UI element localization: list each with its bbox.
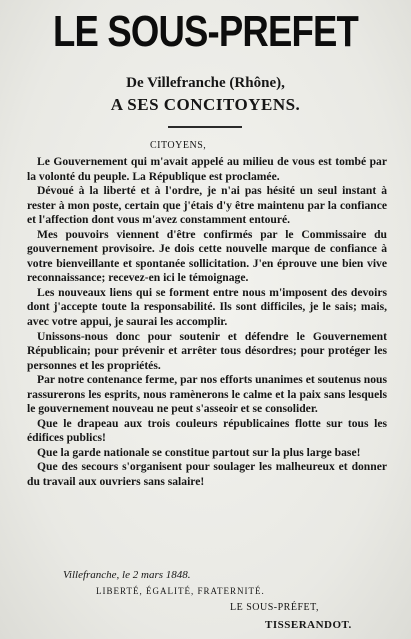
dateline: Villefranche, le 2 mars 1848. bbox=[63, 569, 191, 581]
proclamation-body bbox=[27, 155, 387, 490]
paragraph: Le Gouvernement qui m'avait appelé au milieu de vous est tombé par la volonté du peuple. La République est proclamée. bbox=[27, 155, 387, 183]
signature-name: TISSERANDOT. bbox=[265, 619, 352, 631]
poster-title: LE SOUS-PREFET bbox=[53, 7, 358, 56]
paragraph: Unissons-nous donc pour soutenir et défendre le Gouvernement Républicain; pour prévenir et arrêter tous désordres; pour protéger les personnes et les propriétés. bbox=[27, 329, 387, 372]
salutation: CITOYENS, bbox=[150, 140, 207, 151]
paragraph: Mes pouvoirs viennent d'être confirmés par le Commissaire du gouvernement provisoire. Je dois cette nouvelle marque de confiance à votre bienveillante et spontanée sollicitation. J'en éprouve une bien vive reconnaissance; recevez-en ici le témoignage. bbox=[27, 227, 387, 285]
poster-subtitle: De Villefranche (Rhône), bbox=[126, 75, 285, 91]
republic-motto: LIBERTÉ, ÉGALITÉ, FRATERNITÉ. bbox=[96, 586, 265, 596]
paragraph: Les nouveaux liens qui se forment entre nous m'imposent des devoirs dont j'accepte toute la responsabilité. Ils sont difficiles, je le sais; mais, avec votre appui, je saurai les accomplir. bbox=[27, 285, 387, 329]
paragraph: Que des secours s'organisent pour soulager les malheureux et donner du travail aux ouvriers sans salaire! bbox=[27, 460, 387, 489]
paragraph: Dévoué à la liberté et à l'ordre, je n'ai pas hésité un seul instant à rester à mon poste, certain que j'étais d'y être maintenu par la confiance et l'affection dont vous m'avez constamment entouré. bbox=[27, 184, 387, 227]
paragraph: Que le drapeau aux trois couleurs républicaines flotte sur tous les édifices publics! bbox=[27, 416, 387, 445]
signature-title: LE SOUS-PRÉFET, bbox=[230, 602, 319, 613]
paragraph: Que la garde nationale se constitue partout sur la plus large base! bbox=[37, 445, 361, 459]
paragraph: Par notre contenance ferme, par nos efforts unanimes et soutenus nous rassurerons les esprits, nous ramènerons le calme et la paix sans lesquels le gouvernement nouveau ne peut s'asseoir et se consolider. bbox=[27, 373, 387, 416]
title-divider bbox=[168, 126, 242, 128]
poster-address-line: A SES CONCITOYENS. bbox=[110, 95, 301, 114]
